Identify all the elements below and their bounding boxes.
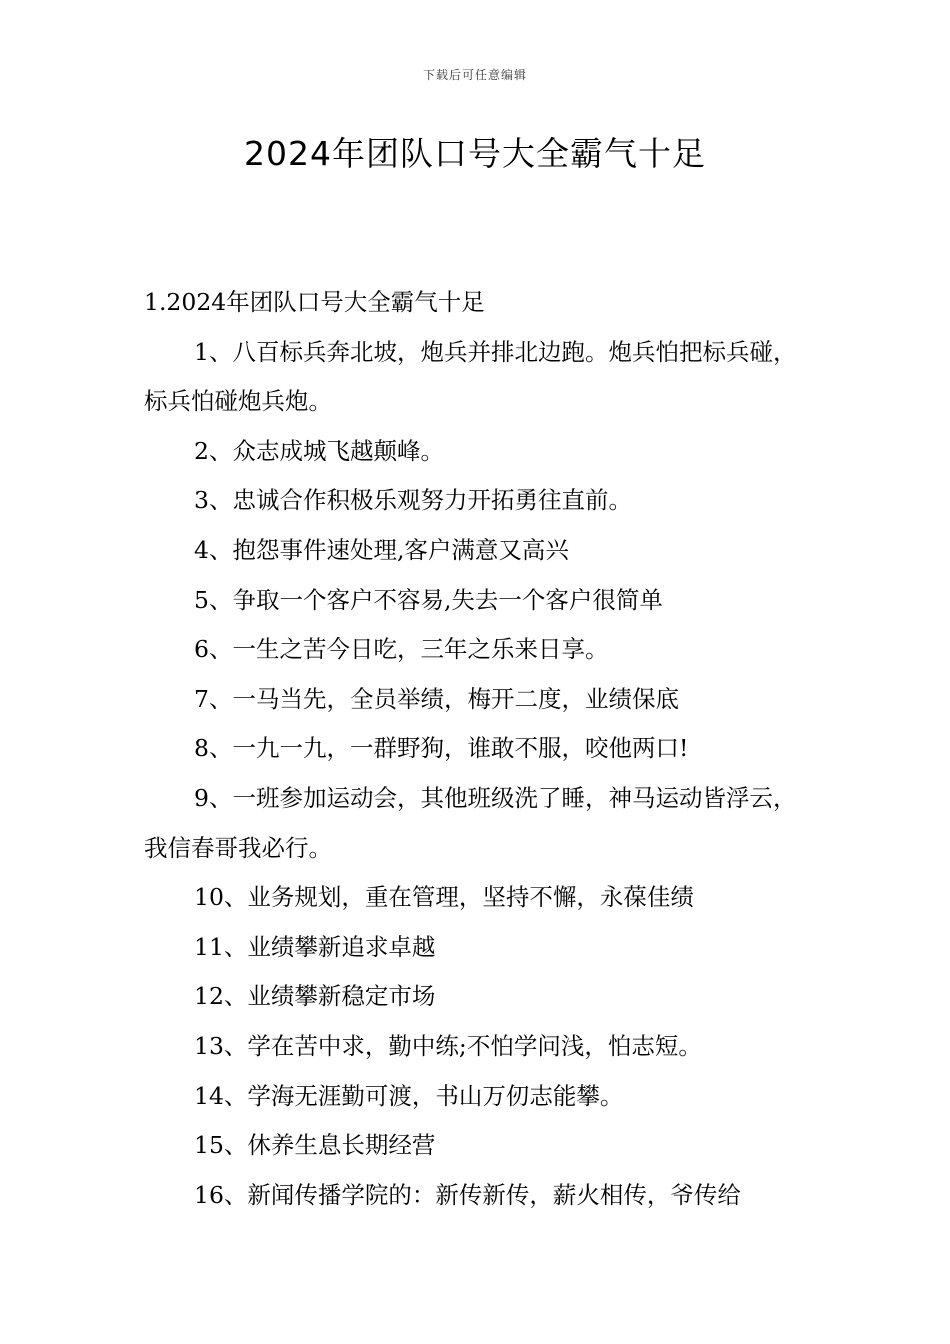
document-title: 2024年团队口号大全霸气十足 <box>244 134 706 173</box>
list-item: 2、众志成城飞越颠峰。 <box>194 436 444 465</box>
list-item: 13、学在苦中求，勤中练;不怕学问浅，怕志短。 <box>194 1031 702 1060</box>
list-item: 14、学海无涯勤可渡，书山万仞志能攀。 <box>194 1081 624 1110</box>
document-body <box>144 278 809 1220</box>
list-item: 9、一班参加运动会，其他班级洗了睡，神马运动皆浮云，我信春哥我必行。 <box>144 783 797 862</box>
list-item: 10、业务规划，重在管理，坚持不懈，永葆佳绩 <box>194 883 694 912</box>
list-item: 15、休养生息长期经营 <box>194 1131 436 1160</box>
list-item: 8、一九一九，一群野狗，谁敢不服，咬他两口! <box>194 734 689 763</box>
header-note: 下载后可任意编辑 <box>422 68 527 82</box>
list-item: 1、八百标兵奔北坡，炮兵并排北边跑。炮兵怕把标兵碰，标兵怕碰炮兵炮。 <box>144 337 797 416</box>
section-heading: 1.2024年团队口号大全霸气十足 <box>144 288 485 316</box>
list-item: 6、一生之苦今日吃，三年之乐来日享。 <box>194 635 609 664</box>
list-item: 16、新闻传播学院的：新传新传，薪火相传，爷传给 <box>194 1180 741 1209</box>
list-item: 12、业绩攀新稳定市场 <box>194 982 436 1011</box>
list-item: 3、忠诚合作积极乐观努力开拓勇往直前。 <box>194 486 632 515</box>
list-item: 11、业绩攀新追求卓越 <box>194 932 436 961</box>
list-item: 5、争取一个客户不容易,失去一个客户很简单 <box>194 585 663 614</box>
list-item: 4、抱怨事件速处理,客户满意又高兴 <box>194 535 569 564</box>
list-item: 7、一马当先，全员举绩，梅开二度，业绩保底 <box>194 684 679 713</box>
